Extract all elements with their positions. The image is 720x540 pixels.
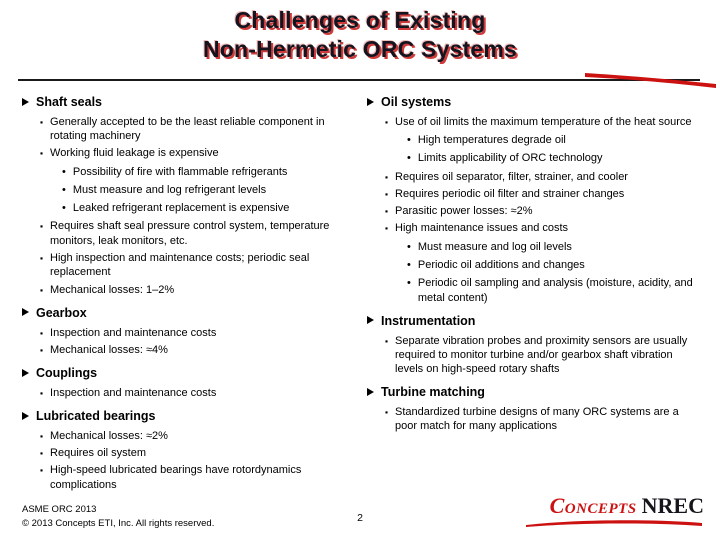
list-item — [385, 405, 700, 434]
section-heading — [367, 95, 700, 111]
section-heading-label: Oil systems — [381, 95, 452, 109]
list-item-text: Leaked refrigerant replacement is expensive — [72, 202, 290, 215]
dot-bullet-icon: • — [62, 183, 66, 196]
dot-bullet-icon: • — [407, 240, 411, 253]
dot-bullet-icon: • — [407, 259, 411, 271]
list-item-text: High temperatures degrade oil — [417, 133, 566, 146]
list-item-text: Requires oil separator, filter, strainer, and cooler — [395, 170, 628, 183]
list-item — [40, 219, 355, 248]
square-bullet-icon: ▪ — [385, 223, 389, 234]
list-item — [407, 258, 700, 272]
logo-concepts-label: Concepts — [549, 493, 637, 518]
list-item — [62, 165, 355, 179]
list-item — [40, 326, 355, 340]
list-item — [40, 283, 355, 297]
list-item-text: Generally accepted to be the least reliable component in rotating machinery — [50, 115, 325, 142]
dot-bullet-icon: • — [407, 277, 411, 290]
logo-text — [524, 495, 704, 517]
square-bullet-icon: ▪ — [40, 148, 44, 159]
arrow-bullet-icon — [367, 316, 374, 324]
list-item-text: Mechanical losses: ≈2% — [50, 429, 168, 442]
square-bullet-icon: ▪ — [40, 327, 44, 338]
square-bullet-icon: ▪ — [385, 407, 389, 418]
list-item — [407, 133, 700, 147]
list-item — [40, 386, 355, 400]
column-right — [365, 86, 710, 495]
square-bullet-icon: ▪ — [40, 465, 44, 476]
square-bullet-icon: ▪ — [40, 284, 44, 295]
list-item-text: Working fluid leakage is expensive — [50, 147, 219, 160]
list-item-text: Limits applicability of ORC technology — [417, 152, 603, 165]
list-item — [40, 251, 355, 280]
arrow-bullet-icon — [22, 412, 29, 420]
square-bullet-icon: ▪ — [40, 447, 44, 458]
section-heading — [22, 409, 355, 425]
square-bullet-icon: ▪ — [385, 171, 389, 182]
list-item — [385, 221, 700, 235]
list-item-text: Mechanical losses: 1–2% — [50, 283, 175, 296]
square-bullet-icon: ▪ — [40, 387, 44, 398]
list-item — [62, 183, 355, 197]
section-heading-label: Lubricated bearings — [36, 409, 156, 424]
list-item-text: Use of oil limits the maximum temperature of the heat source — [395, 115, 692, 128]
list-item-text: Standardized turbine designs of many ORC systems are a poor match for many applications — [395, 406, 679, 433]
arrow-bullet-icon — [367, 98, 374, 106]
list-item — [40, 463, 355, 492]
square-bullet-icon: ▪ — [385, 206, 389, 217]
list-item-text: Parasitic power losses: ≈2% — [395, 205, 533, 218]
section-heading-label: Turbine matching — [381, 385, 485, 400]
arrow-bullet-icon — [22, 98, 29, 106]
list-item — [407, 240, 700, 254]
logo-nrec-label: NREC — [641, 493, 704, 518]
list-item-text: Must measure and log refrigerant levels — [72, 183, 267, 196]
section-heading-label: Shaft seals — [36, 95, 103, 109]
list-item — [385, 334, 700, 377]
page-title — [0, 6, 720, 65]
square-bullet-icon: ▪ — [40, 253, 44, 263]
list-item-text: Must measure and log oil levels — [417, 240, 572, 253]
content-columns — [20, 86, 710, 495]
section-heading-label: Gearbox — [36, 305, 87, 320]
dot-bullet-icon: • — [62, 165, 66, 178]
dot-bullet-icon: • — [407, 133, 411, 146]
square-bullet-icon: ▪ — [385, 188, 389, 199]
footer-conference: ASME ORC 2013 — [22, 504, 97, 516]
square-bullet-icon: ▪ — [40, 221, 44, 232]
page-title-line1: Challenges of Existing — [234, 7, 486, 33]
section-heading-label: Couplings — [36, 366, 98, 381]
column-left — [20, 86, 365, 495]
list-item — [407, 151, 700, 165]
section-heading — [22, 306, 355, 322]
footer-copyright: © 2013 Concepts ETI, Inc. All rights reserved. — [22, 517, 215, 529]
arrow-bullet-icon — [22, 308, 29, 316]
list-item — [40, 429, 355, 443]
section-heading — [367, 314, 700, 330]
list-item-text: Mechanical losses: ≈4% — [50, 343, 168, 356]
list-item-text: Requires periodic oil filter and strainer changes — [395, 187, 625, 200]
list-item-text: Periodic oil sampling and analysis (moisture, acidity, and metal content) — [417, 277, 693, 304]
arrow-bullet-icon — [22, 369, 29, 377]
square-bullet-icon: ▪ — [40, 344, 44, 355]
logo-swoosh-icon — [524, 518, 704, 528]
list-item-text: Inspection and maintenance costs — [50, 386, 217, 399]
list-item-text: High inspection and maintenance costs; periodic seal replacement — [50, 252, 310, 279]
list-item — [385, 170, 700, 184]
square-bullet-icon: ▪ — [40, 116, 44, 127]
section-heading — [367, 385, 700, 401]
square-bullet-icon: ▪ — [385, 335, 389, 346]
list-item — [40, 343, 355, 357]
list-item-text: Separate vibration probes and proximity sensors are usually required to monitor turbine and/or gearbox shaft vibration levels on high-speed rotary shafts — [395, 334, 688, 376]
list-item — [407, 276, 700, 305]
list-item-text: Possibility of fire with flammable refrigerants — [72, 165, 288, 178]
dot-bullet-icon: • — [62, 202, 66, 215]
list-item-text: Inspection and maintenance costs — [50, 326, 217, 339]
list-item — [40, 115, 355, 144]
square-bullet-icon: ▪ — [40, 430, 44, 441]
list-item — [385, 204, 700, 218]
arrow-bullet-icon — [367, 388, 374, 396]
list-item — [40, 446, 355, 460]
list-item-text: High maintenance issues and costs — [395, 222, 569, 235]
list-item — [385, 187, 700, 201]
section-heading — [22, 95, 355, 111]
list-item — [62, 201, 355, 215]
page-number: 2 — [357, 512, 363, 524]
section-heading — [22, 366, 355, 382]
page-title-line2: Non-Hermetic ORC Systems — [202, 36, 518, 63]
list-item-text: High-speed lubricated bearings have rotordynamics complications — [50, 464, 302, 491]
square-bullet-icon: ▪ — [385, 116, 389, 127]
list-item-text: Periodic oil additions and changes — [417, 259, 585, 271]
list-item-text: Requires shaft seal pressure control system, temperature monitors, leak monitors, etc. — [50, 220, 330, 247]
concepts-nrec-logo — [524, 495, 704, 528]
list-item-text: Requires oil system — [50, 446, 146, 459]
section-heading-label: Instrumentation — [381, 313, 476, 328]
dot-bullet-icon: • — [407, 152, 411, 165]
list-item — [385, 115, 700, 129]
list-item — [40, 146, 355, 160]
